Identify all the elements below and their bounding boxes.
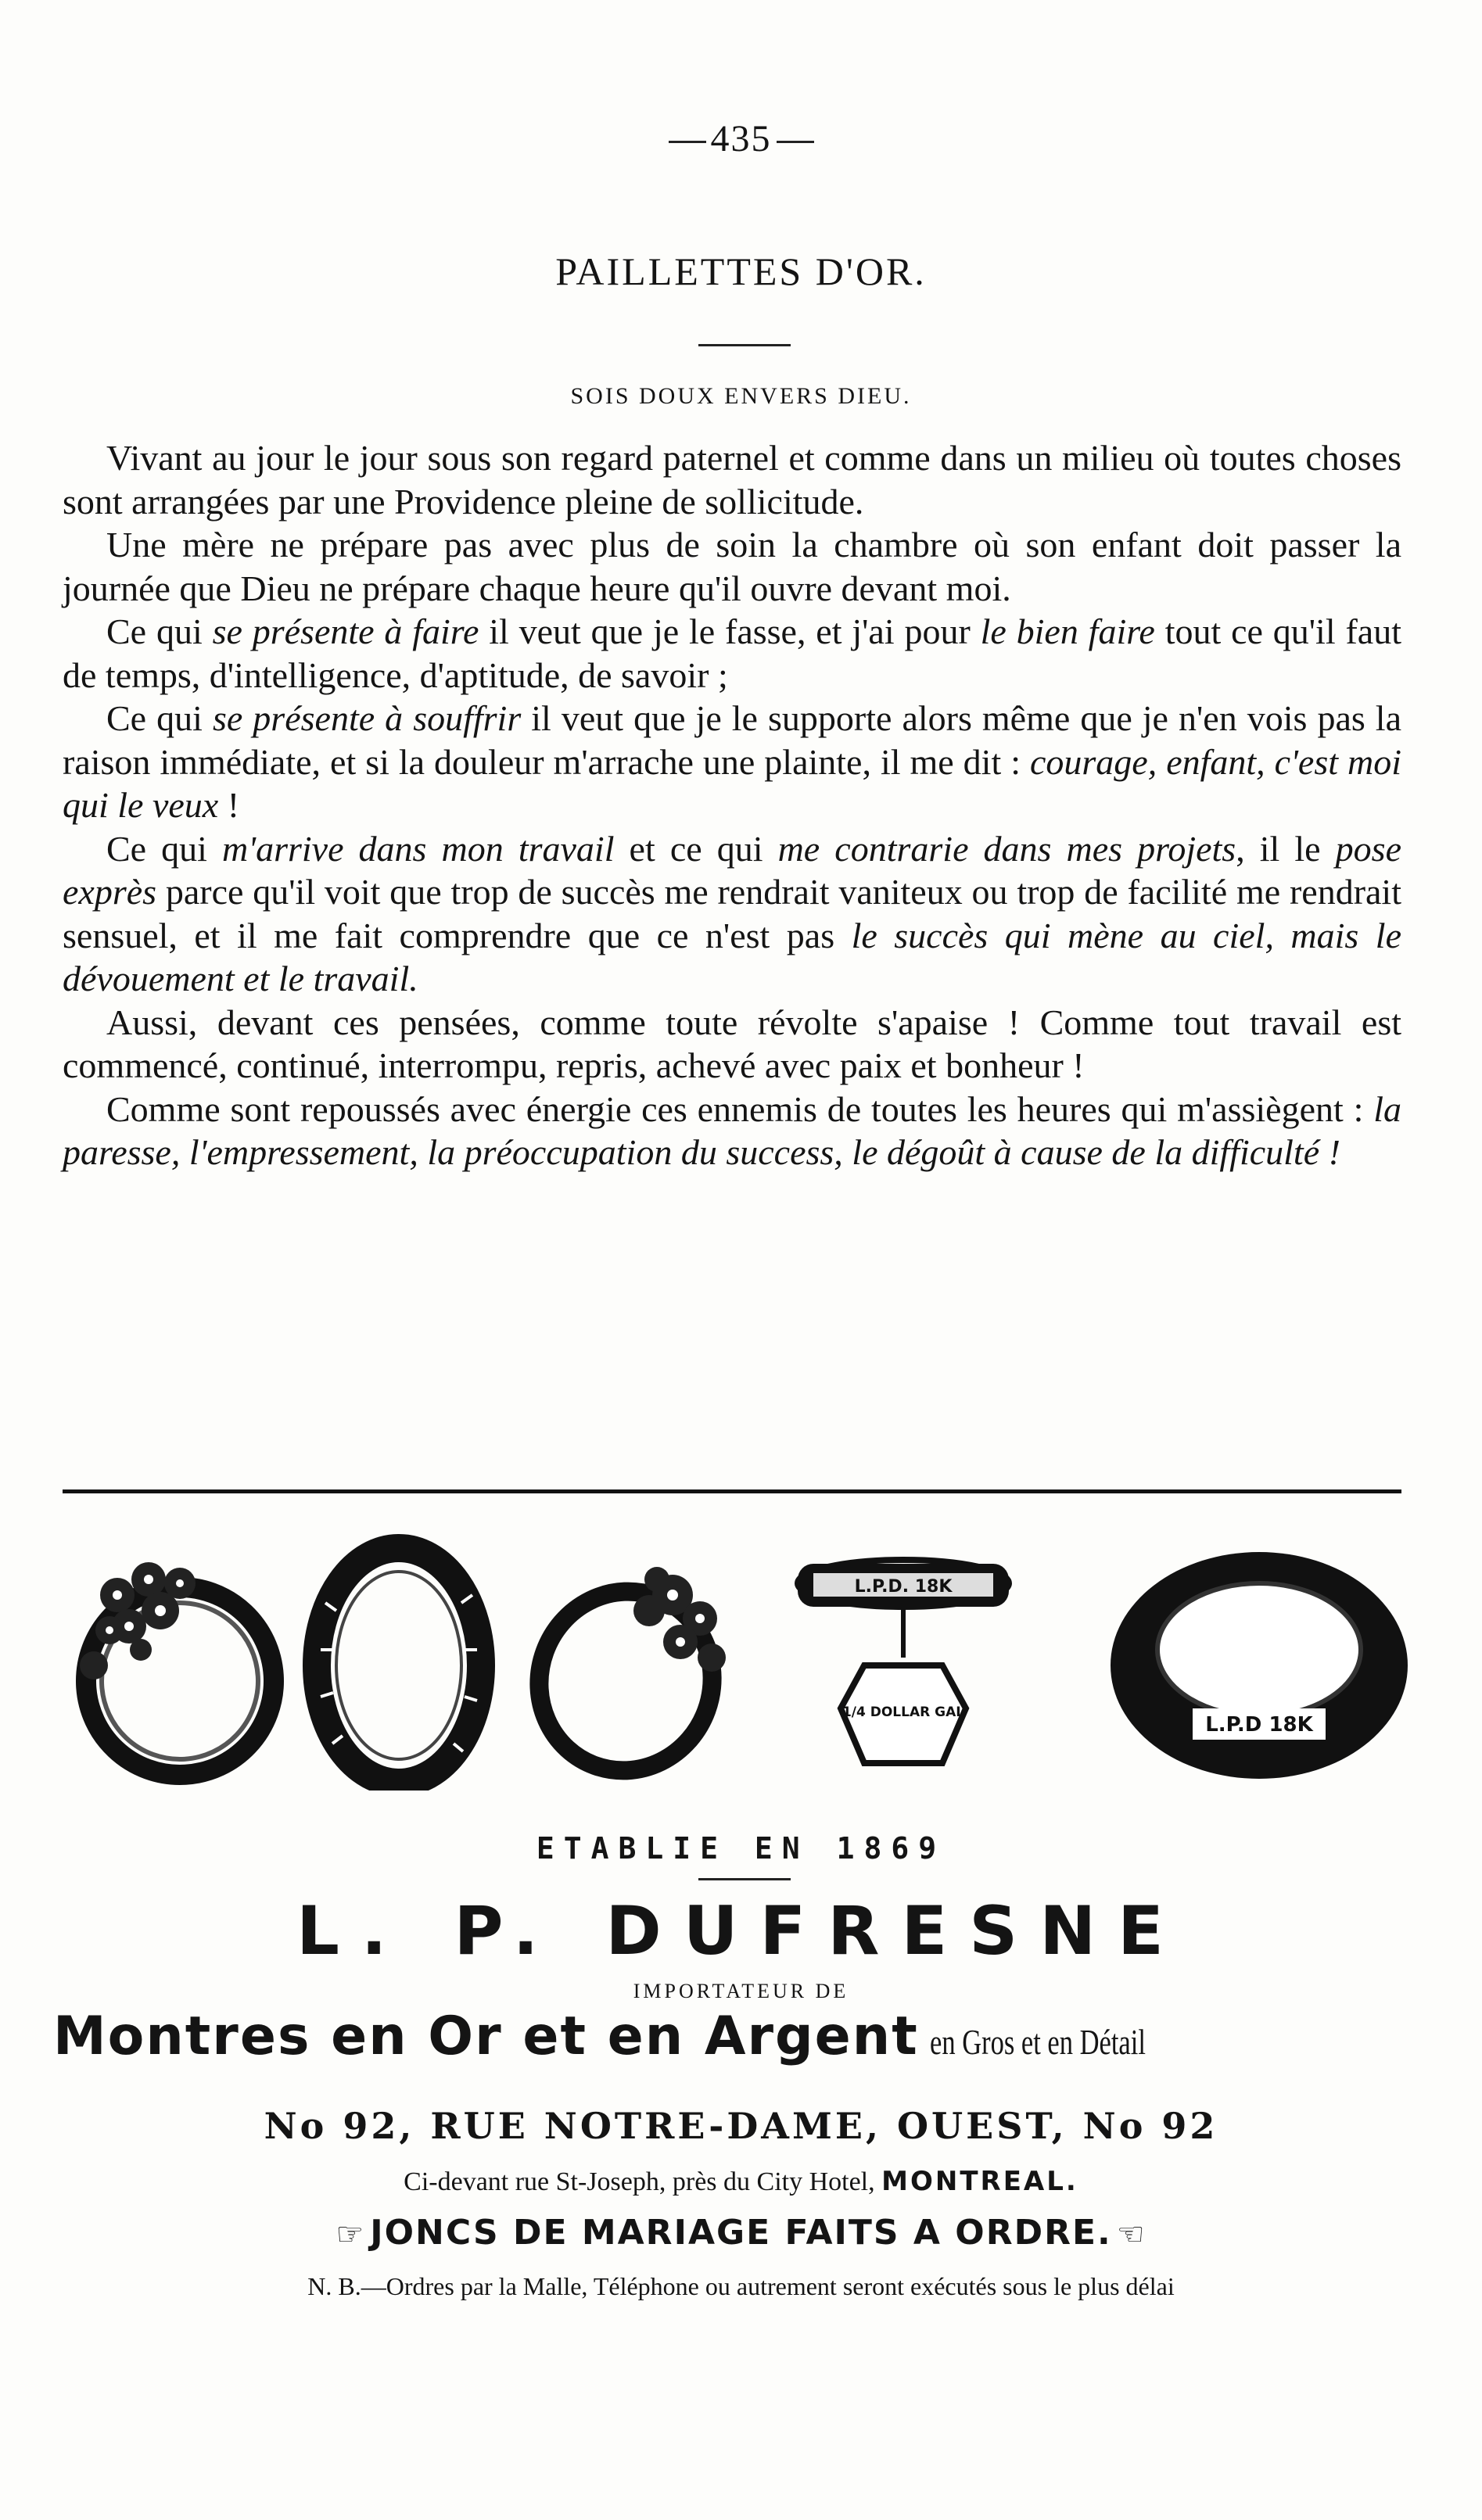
street-address: No 92, RUE NOTRE-DAME, OUEST, No 92 bbox=[264, 2105, 1218, 2147]
italic-text: la paresse, l'empressement, la préoccupation du success, le dégoût à cause de la difficulté ! bbox=[63, 1088, 1401, 1172]
section-divider bbox=[63, 1489, 1401, 1493]
italic-text: pose exprès bbox=[63, 828, 1401, 912]
city-name: MONTREAL. bbox=[881, 2166, 1078, 2197]
text-run: Vivant au jour le jour sous son regard paternel et comme dans un milieu où toutes choses sont arrangées par une Providence pleine de sollicitude. bbox=[63, 438, 1401, 522]
company-name: L. P. DUFRESNE bbox=[296, 1892, 1186, 1970]
charm-ring-image bbox=[782, 1540, 1024, 1822]
italic-text: me contrarie dans mes projets bbox=[777, 828, 1236, 869]
products-main: Montres en Or et en Argent bbox=[53, 2006, 919, 2067]
engraved-band-image bbox=[297, 1532, 501, 1791]
rings-illustration bbox=[63, 1532, 1416, 1822]
text-run: et ce qui bbox=[614, 828, 778, 869]
pointing-hand-left-icon: ☜ bbox=[1116, 2217, 1146, 2253]
italic-text: le bien faire bbox=[980, 611, 1155, 651]
italic-text: le succès qui mène au ciel, mais le dévouement et le travail. bbox=[63, 915, 1402, 998]
paragraph bbox=[63, 523, 1401, 610]
inner-engraving: L.P.D 18K bbox=[1205, 1713, 1313, 1737]
charm-engraving: 1/4 DOLLAR GAL bbox=[841, 1704, 965, 1720]
text-run: Ce qui bbox=[106, 698, 213, 738]
text-run: ! bbox=[218, 785, 240, 825]
jeweled-ring-image bbox=[524, 1532, 751, 1791]
text-run: Comme sont repoussés avec énergie ces ennemis de toutes les heures qui m'assiègent : bbox=[106, 1088, 1374, 1129]
text-run: il veut que je le fasse, et j'ai pour bbox=[479, 611, 981, 651]
paragraph bbox=[63, 1088, 1401, 1174]
pointing-hand-right-icon: ☞ bbox=[336, 2217, 366, 2253]
text-run: parce qu'il voit que trop de succès me rendrait vaniteux ou trop de facilité me rendrait sensuel, et il me fait comprendre que ce n'est pas bbox=[63, 872, 1401, 955]
established-divider bbox=[698, 1878, 791, 1880]
text-run: tout ce qu'il faut de temps, d'intelligence, d'aptitude, de savoir ; bbox=[63, 611, 1401, 695]
text-run: , il le bbox=[1236, 828, 1336, 869]
paragraph bbox=[63, 697, 1401, 827]
article-body bbox=[63, 436, 1401, 1174]
established-year: ETABLIE EN 1869 bbox=[536, 1831, 946, 1866]
paragraph bbox=[63, 1001, 1401, 1088]
article-subtitle: SOIS DOUX ENVERS DIEU. bbox=[570, 383, 912, 409]
text-run: Une mère ne prépare pas avec plus de soin la chambre où son enfant doit passer la journée que Dieu ne prépare chaque heure qu'il ouvre devant moi. bbox=[63, 525, 1401, 608]
text-run: Ce qui bbox=[106, 828, 223, 869]
title-divider bbox=[698, 344, 791, 346]
italic-text: courage, enfant, c'est moi qui le veux bbox=[63, 741, 1401, 825]
text-run: Ce qui bbox=[106, 611, 213, 651]
text-run: Aussi, devant ces pensées, comme toute révolte s'apaise ! Comme tout travail est commencé, continué, interrompu, repris, achevé avec paix et bonheur ! bbox=[63, 1002, 1401, 1085]
wedding-rings-line bbox=[0, 2213, 1482, 2253]
products-sub: en Gros et en Détail bbox=[929, 2022, 1146, 2062]
products-line bbox=[53, 2006, 1430, 2067]
text-run: il veut que je le supporte alors même que je n'en vois pas la raison immédiate, et si la douleur m'arrache une plainte, il me dit : bbox=[63, 698, 1401, 782]
orders-note: N. B.—Ordres par la Malle, Téléphone ou autrement seront exécutés sous le plus délai bbox=[307, 2272, 1175, 2300]
cluster-ring-image bbox=[63, 1532, 289, 1791]
band-engraving: L.P.D. 18K bbox=[854, 1577, 953, 1597]
paragraph bbox=[63, 827, 1401, 1001]
italic-text: m'arrive dans mon travail bbox=[222, 828, 615, 869]
paragraph bbox=[63, 610, 1401, 697]
italic-text: se présente à faire bbox=[212, 611, 479, 651]
paragraph bbox=[63, 436, 1401, 523]
former-address-text: Ci-devant rue St-Joseph, près du City Hotel, bbox=[404, 2167, 875, 2196]
former-address bbox=[0, 2166, 1482, 2197]
italic-text: se présente à souffrir bbox=[212, 698, 522, 738]
wedding-rings-text: JONCS DE MARIAGE FAITS A ORDRE. bbox=[370, 2213, 1112, 2253]
page-number: 435 bbox=[0, 117, 1482, 160]
wide-band-image bbox=[1103, 1540, 1416, 1791]
article-title: PAILLETTES D'OR. bbox=[555, 249, 927, 293]
importer-label: IMPORTATEUR DE bbox=[633, 1980, 849, 2002]
